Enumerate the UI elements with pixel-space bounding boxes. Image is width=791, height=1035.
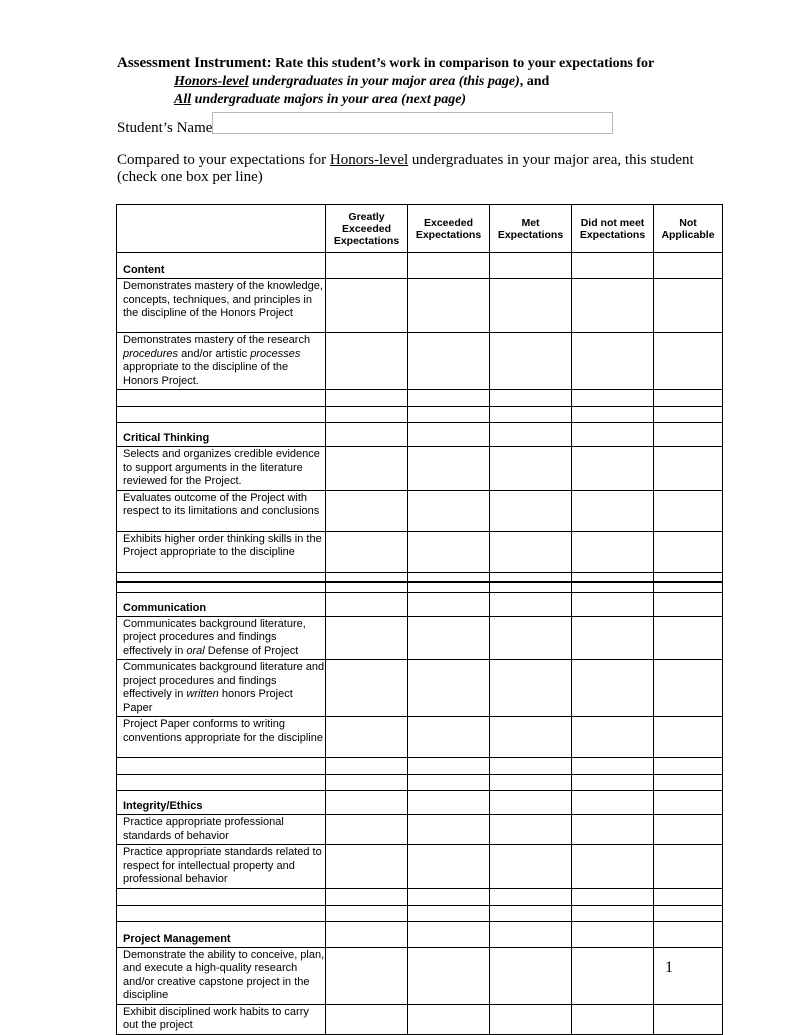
assessment-heading — [117, 54, 757, 109]
criterion-text: Demonstrates mastery of the knowledge, concepts, techniques, and principles in the discipline of the Honors Project — [117, 279, 326, 333]
rating-box-met-expectations[interactable] — [490, 279, 572, 333]
rating-box-did-not-meet-expectations[interactable] — [572, 660, 654, 717]
rating-box-met-expectations — [490, 758, 572, 775]
rating-box-exceeded-expectations[interactable] — [408, 947, 490, 1004]
criterion-row — [117, 279, 723, 333]
rating-box-greatly-exceeded-expectations[interactable] — [326, 279, 408, 333]
rating-box-did-not-meet-expectations — [572, 921, 654, 947]
rating-box-not-applicable[interactable] — [654, 490, 723, 531]
rating-box-met-expectations — [490, 592, 572, 616]
rating-box-not-applicable[interactable] — [654, 279, 723, 333]
rating-box-did-not-meet-expectations[interactable] — [572, 333, 654, 390]
rating-box-exceeded-expectations[interactable] — [408, 616, 490, 660]
rating-box-greatly-exceeded-expectations[interactable] — [326, 845, 408, 889]
rating-box-not-applicable[interactable] — [654, 717, 723, 758]
criterion-text: Practice appropriate professional standards of behavior — [117, 815, 326, 845]
criteria-header-cell — [117, 205, 326, 253]
criterion-text: Evaluates outcome of the Project with respect to its limitations and conclusions — [117, 490, 326, 531]
rating-box-not-applicable — [654, 582, 723, 592]
criterion-text: Practice appropriate standards related to respect for intellectual property and professional behavior — [117, 845, 326, 889]
blank-cell — [117, 390, 326, 407]
rating-box-did-not-meet-expectations — [572, 905, 654, 921]
rating-box-did-not-meet-expectations — [572, 758, 654, 775]
blank-row — [117, 390, 723, 407]
rating-box-did-not-meet-expectations — [572, 791, 654, 815]
criterion-row — [117, 1004, 723, 1034]
section-row-content — [117, 253, 723, 279]
rating-box-met-expectations — [490, 921, 572, 947]
rating-box-exceeded-expectations — [408, 253, 490, 279]
criterion-row — [117, 447, 723, 491]
rating-box-greatly-exceeded-expectations — [326, 253, 408, 279]
rating-box-met-expectations[interactable] — [490, 947, 572, 1004]
rating-box-not-applicable — [654, 791, 723, 815]
rating-box-greatly-exceeded-expectations[interactable] — [326, 333, 408, 390]
rating-box-did-not-meet-expectations[interactable] — [572, 616, 654, 660]
rating-box-greatly-exceeded-expectations — [326, 390, 408, 407]
rating-box-not-applicable — [654, 572, 723, 582]
section-row-project-management — [117, 921, 723, 947]
rating-header-met-expectations: Met Expectations — [490, 205, 572, 253]
rating-box-exceeded-expectations[interactable] — [408, 1004, 490, 1034]
rating-box-not-applicable[interactable] — [654, 845, 723, 889]
rating-box-not-applicable — [654, 775, 723, 791]
heading-line2-suffix: , and — [519, 74, 550, 89]
blank-cell — [117, 407, 326, 423]
rating-box-met-expectations — [490, 423, 572, 447]
rating-box-did-not-meet-expectations — [572, 390, 654, 407]
rating-box-greatly-exceeded-expectations — [326, 582, 408, 592]
rating-box-exceeded-expectations — [408, 758, 490, 775]
rating-box-not-applicable — [654, 390, 723, 407]
rating-box-exceeded-expectations — [408, 592, 490, 616]
rating-box-did-not-meet-expectations[interactable] — [572, 279, 654, 333]
rating-box-not-applicable[interactable] — [654, 1004, 723, 1034]
rating-box-greatly-exceeded-expectations[interactable] — [326, 947, 408, 1004]
rating-box-did-not-meet-expectations — [572, 888, 654, 905]
blank-row — [117, 758, 723, 775]
rating-box-met-expectations — [490, 407, 572, 423]
rating-box-not-applicable — [654, 423, 723, 447]
rating-box-not-applicable[interactable] — [654, 660, 723, 717]
criterion-text: Selects and organizes credible evidence to support arguments in the literature reviewed for the Project. — [117, 447, 326, 491]
blank-row — [117, 572, 723, 582]
rating-box-did-not-meet-expectations[interactable] — [572, 717, 654, 758]
instructions-part2: undergraduates in your major area, this student (check one box per line) — [117, 152, 694, 185]
rating-box-met-expectations[interactable] — [490, 333, 572, 390]
rating-box-did-not-meet-expectations — [572, 407, 654, 423]
rating-box-greatly-exceeded-expectations — [326, 407, 408, 423]
rating-box-exceeded-expectations — [408, 905, 490, 921]
rating-box-met-expectations — [490, 905, 572, 921]
section-title: Project Management — [117, 921, 326, 947]
blank-cell — [117, 758, 326, 775]
rating-box-greatly-exceeded-expectations — [326, 775, 408, 791]
page-number: 1 — [665, 959, 673, 976]
rating-box-exceeded-expectations — [408, 582, 490, 592]
rating-box-exceeded-expectations — [408, 775, 490, 791]
criterion-row — [117, 845, 723, 889]
criterion-text: Demonstrate the ability to conceive, plan, and execute a high-quality research and/or creative capstone project in the discipline — [117, 947, 326, 1004]
rating-box-greatly-exceeded-expectations[interactable] — [326, 1004, 408, 1034]
rating-box-did-not-meet-expectations[interactable] — [572, 447, 654, 491]
rating-box-exceeded-expectations[interactable] — [408, 279, 490, 333]
rating-box-greatly-exceeded-expectations[interactable] — [326, 490, 408, 531]
heading-line3-text: undergraduate majors in your area (next page) — [194, 92, 467, 107]
rating-box-did-not-meet-expectations[interactable] — [572, 490, 654, 531]
criterion-row — [117, 660, 723, 717]
rating-box-did-not-meet-expectations[interactable] — [572, 845, 654, 889]
rating-box-exceeded-expectations[interactable] — [408, 660, 490, 717]
heading-lead: Assessment Instrument: — [117, 55, 272, 71]
rating-box-not-applicable[interactable] — [654, 531, 723, 572]
rating-box-met-expectations — [490, 572, 572, 582]
rating-box-not-applicable — [654, 905, 723, 921]
rating-box-exceeded-expectations — [408, 791, 490, 815]
blank-row — [117, 407, 723, 423]
rating-box-did-not-meet-expectations[interactable] — [572, 531, 654, 572]
rating-box-exceeded-expectations[interactable] — [408, 717, 490, 758]
blank-row — [117, 888, 723, 905]
rating-box-exceeded-expectations — [408, 407, 490, 423]
section-title: Critical Thinking — [117, 423, 326, 447]
criterion-text: Exhibits higher order thinking skills in the Project appropriate to the discipline — [117, 531, 326, 572]
rating-box-exceeded-expectations[interactable] — [408, 531, 490, 572]
rating-box-exceeded-expectations[interactable] — [408, 815, 490, 845]
rating-box-greatly-exceeded-expectations[interactable] — [326, 531, 408, 572]
rating-box-exceeded-expectations — [408, 390, 490, 407]
rating-box-not-applicable — [654, 888, 723, 905]
blank-row — [117, 775, 723, 791]
student-name-label: Student’s Name — [117, 120, 213, 136]
rating-box-met-expectations[interactable] — [490, 660, 572, 717]
rating-box-greatly-exceeded-expectations[interactable] — [326, 815, 408, 845]
rating-box-met-expectations[interactable] — [490, 447, 572, 491]
rating-box-met-expectations — [490, 253, 572, 279]
rating-box-greatly-exceeded-expectations — [326, 921, 408, 947]
criterion-row — [117, 815, 723, 845]
rating-box-not-applicable[interactable] — [654, 333, 723, 390]
rating-box-did-not-meet-expectations — [572, 572, 654, 582]
rating-box-exceeded-expectations[interactable] — [408, 333, 490, 390]
rating-box-exceeded-expectations — [408, 423, 490, 447]
section-row-critical-thinking — [117, 423, 723, 447]
rating-box-met-expectations — [490, 791, 572, 815]
instructions-part1: Compared to your expectations for — [117, 152, 330, 168]
rating-box-not-applicable — [654, 921, 723, 947]
criterion-row — [117, 717, 723, 758]
rating-box-exceeded-expectations[interactable] — [408, 845, 490, 889]
instructions — [117, 152, 717, 186]
criterion-text: Demonstrates mastery of the research procedures and/or artistic processes appropriate to the discipline of the Honors Project. — [117, 333, 326, 390]
criterion-row — [117, 531, 723, 572]
rating-box-greatly-exceeded-expectations — [326, 758, 408, 775]
criterion-text: Communicates background literature and project procedures and findings effectively in written honors Project Paper — [117, 660, 326, 717]
section-row-integrity-ethics — [117, 791, 723, 815]
rating-box-met-expectations[interactable] — [490, 815, 572, 845]
criterion-row — [117, 616, 723, 660]
section-title: Content — [117, 253, 326, 279]
rating-box-met-expectations — [490, 390, 572, 407]
rating-box-met-expectations[interactable] — [490, 616, 572, 660]
rating-box-did-not-meet-expectations[interactable] — [572, 947, 654, 1004]
rating-box-met-expectations[interactable] — [490, 1004, 572, 1034]
heading-line2-text: undergraduates in your major area (this page) — [252, 74, 520, 89]
student-name-input[interactable] — [212, 112, 613, 134]
rating-box-greatly-exceeded-expectations[interactable] — [326, 447, 408, 491]
rating-box-greatly-exceeded-expectations[interactable] — [326, 616, 408, 660]
rating-header-greatly-exceeded-expectations: Greatly Exceeded Expectations — [326, 205, 408, 253]
heading-all: All — [174, 92, 192, 107]
blank-cell — [117, 572, 326, 582]
criterion-row — [117, 333, 723, 390]
rating-box-met-expectations[interactable] — [490, 717, 572, 758]
rating-box-did-not-meet-expectations — [572, 775, 654, 791]
rating-box-greatly-exceeded-expectations[interactable] — [326, 717, 408, 758]
heading-honors-level: Honors-level — [174, 74, 249, 89]
criterion-row — [117, 947, 723, 1004]
rating-box-not-applicable[interactable] — [654, 947, 723, 1004]
rating-box-did-not-meet-expectations — [572, 253, 654, 279]
rating-box-not-applicable — [654, 253, 723, 279]
section-title: Integrity/Ethics — [117, 791, 326, 815]
rating-box-greatly-exceeded-expectations — [326, 905, 408, 921]
rating-box-met-expectations[interactable] — [490, 845, 572, 889]
rating-header-did-not-meet-expectations: Did not meet Expectations — [572, 205, 654, 253]
rating-box-did-not-meet-expectations[interactable] — [572, 815, 654, 845]
rating-box-exceeded-expectations — [408, 572, 490, 582]
blank-row — [117, 905, 723, 921]
heading-prompt: Rate this student’s work in comparison to your expectations for — [275, 56, 655, 71]
rating-box-greatly-exceeded-expectations — [326, 791, 408, 815]
rating-box-greatly-exceeded-expectations — [326, 423, 408, 447]
rating-box-exceeded-expectations — [408, 921, 490, 947]
blank-cell — [117, 775, 326, 791]
blank-cell — [117, 582, 326, 592]
criterion-text: Exhibit disciplined work habits to carry out the project — [117, 1004, 326, 1034]
rating-box-not-applicable — [654, 758, 723, 775]
rating-box-met-expectations[interactable] — [490, 490, 572, 531]
section-row-communication — [117, 592, 723, 616]
rating-header-not-applicable: Not Applicable — [654, 205, 723, 253]
rating-header-exceeded-expectations: Exceeded Expectations — [408, 205, 490, 253]
rating-box-greatly-exceeded-expectations[interactable] — [326, 660, 408, 717]
rating-box-did-not-meet-expectations — [572, 423, 654, 447]
rating-box-not-applicable[interactable] — [654, 447, 723, 491]
rating-box-not-applicable — [654, 407, 723, 423]
rating-box-not-applicable[interactable] — [654, 616, 723, 660]
rating-box-met-expectations — [490, 775, 572, 791]
criterion-row — [117, 490, 723, 531]
blank-cell — [117, 905, 326, 921]
rating-box-greatly-exceeded-expectations — [326, 888, 408, 905]
rating-box-greatly-exceeded-expectations — [326, 572, 408, 582]
assessment-table — [116, 204, 723, 1035]
rating-box-exceeded-expectations — [408, 888, 490, 905]
instructions-honors-level: Honors-level — [329, 152, 409, 168]
rating-box-did-not-meet-expectations — [572, 592, 654, 616]
rating-box-did-not-meet-expectations — [572, 582, 654, 592]
rating-box-did-not-meet-expectations[interactable] — [572, 1004, 654, 1034]
rating-box-greatly-exceeded-expectations — [326, 592, 408, 616]
table-header-row — [117, 205, 723, 253]
criterion-text: Project Paper conforms to writing conventions appropriate for the discipline — [117, 717, 326, 758]
blank-cell — [117, 888, 326, 905]
rating-box-met-expectations — [490, 888, 572, 905]
rating-box-exceeded-expectations[interactable] — [408, 447, 490, 491]
rating-box-not-applicable[interactable] — [654, 815, 723, 845]
rating-box-met-expectations[interactable] — [490, 531, 572, 572]
rating-box-met-expectations — [490, 582, 572, 592]
criterion-text: Communicates background literature, project procedures and findings effectively in oral Defense of Project — [117, 616, 326, 660]
rating-box-not-applicable — [654, 592, 723, 616]
blank-row — [117, 582, 723, 592]
section-title: Communication — [117, 592, 326, 616]
rating-box-exceeded-expectations[interactable] — [408, 490, 490, 531]
